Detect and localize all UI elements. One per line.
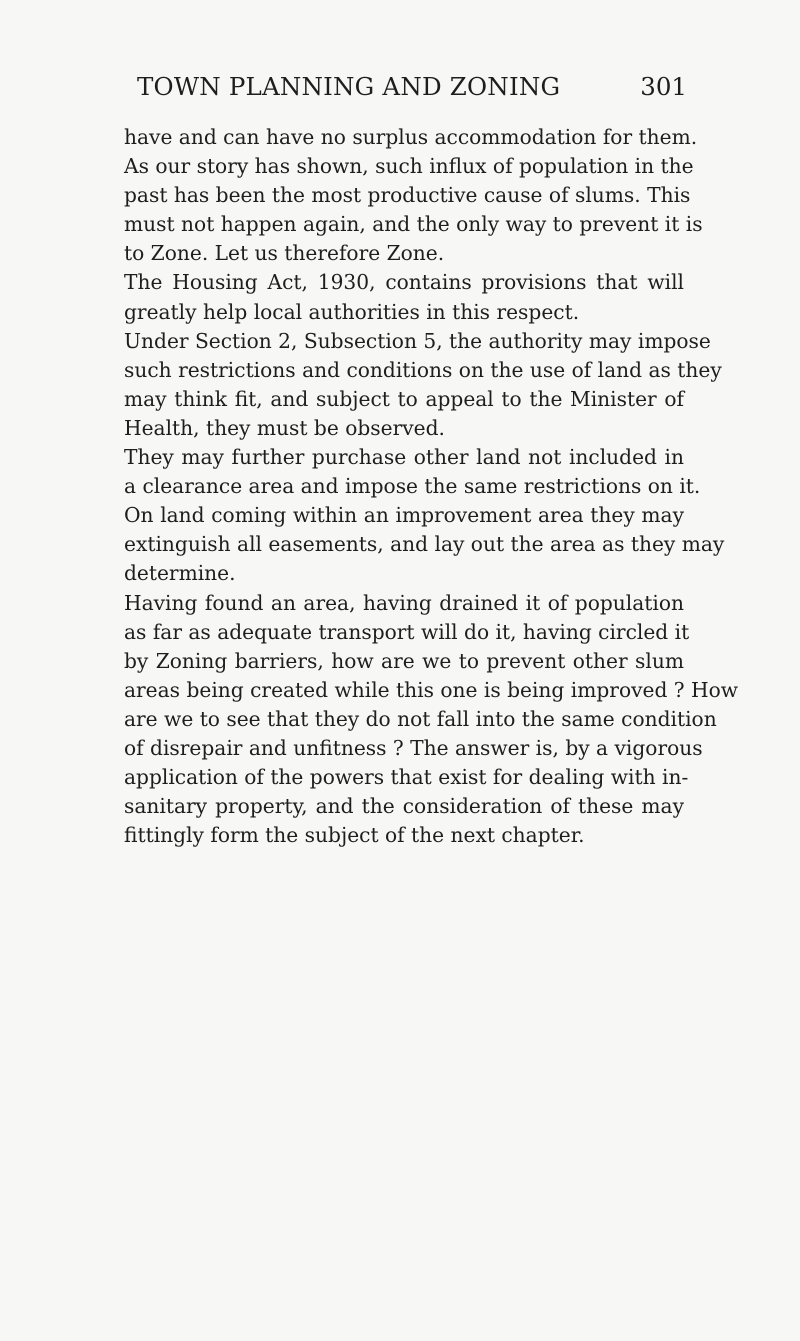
text-line: areas being created while this one is being improved ? How <box>124 677 739 702</box>
text-line: extinguish all easements, and lay out the area as they may <box>124 532 725 557</box>
text-line: past has been the most productive cause of slums. This <box>124 183 691 208</box>
text-line: must not happen again, and the only way to prevent it is <box>124 212 703 237</box>
text-line: are we to see that they do not fall into the same condition <box>124 706 717 731</box>
text-line: As our story has shown, such influx of population in the <box>124 154 694 179</box>
text-line: may think fit, and subject to appeal to the Minister of <box>124 386 684 411</box>
text-line: application of the powers that exist for dealing with in- <box>124 765 689 790</box>
text-line: have and can have no surplus accommodation for them. <box>124 125 698 149</box>
text-line: to Zone. Let us therefore Zone. <box>124 241 445 266</box>
body-text <box>124 123 739 850</box>
text-line: of disrepair and unfitness ? The answer is, by a vigorous <box>124 735 703 760</box>
text-line: greatly help local authorities in this respect. <box>124 299 580 324</box>
text-line: as far as adequate transport will do it, having circled it <box>124 619 690 644</box>
text-line: by Zoning barriers, how are we to prevent other slum <box>124 648 684 673</box>
text-line: They may further purchase other land not included in <box>124 445 684 470</box>
text-line: Under Section 2, Subsection 5, the authority may impose <box>124 328 711 353</box>
page-number: 301 <box>640 72 687 101</box>
text-line: a clearance area and impose the same restrictions on it. <box>124 474 701 499</box>
text-line: fittingly form the subject of the next chapter. <box>124 823 585 848</box>
text-line: sanitary property, and the consideration of these may <box>124 794 684 819</box>
running-head <box>125 72 685 108</box>
text-line: such restrictions and conditions on the use of land as they <box>124 357 722 382</box>
text-line: Having found an area, having drained it of population <box>124 590 684 615</box>
running-head-title: TOWN PLANNING AND ZONING <box>137 72 561 101</box>
text-line: determine. <box>124 561 236 586</box>
text-line: On land coming within an improvement area they may <box>124 503 684 528</box>
text-line: Health, they must be observed. <box>124 415 445 440</box>
text-line: The Housing Act, 1930, contains provisions that will <box>124 270 684 295</box>
